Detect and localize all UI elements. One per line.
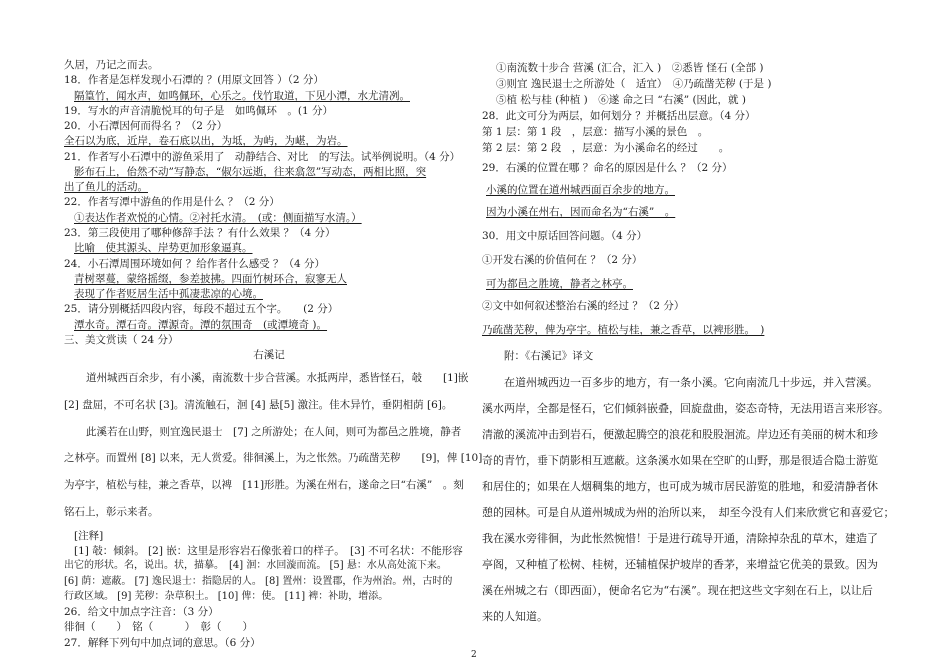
right-text-line: 我在溪水旁徘徊，为此怅然惋惜！于是进行疏导开通，清除掉杂乱的草木，建造了 bbox=[482, 532, 878, 545]
right-text-line: 第 1 层：第 1 段 ，层意：描写小溪的景色 。 bbox=[482, 126, 709, 138]
right-text-line: 附：《右溪记》译文 bbox=[504, 350, 594, 362]
left-text-line: 此溪若在山野，则宜逸民退士 [7] 之所游处；在人间，则可为都邑之胜境，静者 bbox=[86, 425, 462, 438]
left-text-line: 隔篁竹，闻水声，如鸣佩环，心乐之。伐竹取道，下见小潭，水尤清冽。 bbox=[74, 89, 410, 102]
left-text-line: 行政区域。 [9] 芜秽：杂草积土。 [10] 俾：使。 [11] 裨：补助，增添。 bbox=[64, 590, 389, 602]
left-text-line: 久居，乃记之而去。 bbox=[64, 58, 159, 71]
left-text-line: 25．请分别概括四段内容，每段不超过五个字。 (2 分） bbox=[64, 303, 339, 316]
left-text-line: [6] 荫：遮蔽。 [7] 逸民退士：指隐居的人。 [8] 置州：设置郡，作为州治。州，古时的 bbox=[64, 575, 453, 587]
left-text-line: [2] 盘屈，不可名状 [3]。清流触石，洄 [4] 悬[5] 激注。佳木异竹，垂阴相荫 [6]。 bbox=[64, 398, 453, 411]
left-text-line: 道州城西百余步，有小溪，南流数十步合营溪。水抵两岸，悉皆怪石，攲 [1]嵌 bbox=[86, 372, 469, 385]
right-text-line: 憩的园林。可是自从道州城成为州的治所以来， 却至今没有人们来欣赏它和喜爱它； bbox=[482, 506, 895, 519]
right-text-line: ①南流数十步合 营溪 (汇合，汇入 ) ②悉皆 怪石 (全部 ) bbox=[496, 62, 764, 74]
right-text-line: 奇的青竹，垂下荫影相互遮蔽。这条溪水如果在空旷的山野，那是很适合隐士游览 bbox=[482, 454, 878, 467]
left-text-line: 出了鱼儿的活动。 bbox=[64, 181, 148, 194]
right-text-line: 来的人知道。 bbox=[482, 610, 548, 623]
left-text-line: 26．给文中加点字注音：（3 分） bbox=[64, 606, 219, 619]
right-text-line: 第 2 层：第 2 段 ，层意：为小溪命名的经过 。 bbox=[482, 142, 730, 154]
page-number: 2 bbox=[471, 650, 477, 660]
right-text-line: 亭阁，又种植了松树、桂树，还辅植保护坡岸的香茅，来增益它优美的景致。因为 bbox=[482, 558, 878, 571]
left-text-line: [1] 攲：倾斜。 [2] 嵌：这里是形容岩石像张着口的样子。 [3] 不可名状：不能形容 bbox=[74, 545, 463, 558]
left-text-line: ①表达作者欢悦的心情。②衬托水清。 (或：侧面描写水清。） bbox=[74, 211, 362, 224]
right-text-line: ⑤植 松与桂 (种植 ) ⑥遂 命之曰 “右溪” (因此，就 ) bbox=[496, 94, 746, 106]
left-text-line: 三、美文赏读（ 24 分） bbox=[64, 333, 179, 346]
right-text-line: ②文中如何叙述整治右溪的经过 ？（2 分） bbox=[482, 300, 685, 312]
right-text-line: 小溪的位置在道州城西面百余步的地方。 bbox=[486, 184, 675, 196]
right-text-line: 29．右溪的位置在哪 ？命名的原因是什么 ？（2 分） bbox=[482, 162, 733, 174]
right-text-line: 乃疏凿芜秽，俾为亭宇。植松与桂，兼之香草，以裨形胜。 ) bbox=[482, 324, 765, 336]
left-text-line: 影布石上，佁然不动”写静态，“俶尔远逝，往来翕忽”写动态，两相比照，突 bbox=[74, 165, 427, 178]
right-text-line: 30．用文中原话回答问题。（4 分） bbox=[482, 230, 648, 242]
left-text-line: 铭石上，彰示来者。 bbox=[64, 505, 159, 518]
left-text-line: 表现了作者贬居生活中孤凄悲凉的心境。 bbox=[74, 288, 263, 301]
left-text-line: 23．第三段使用了哪种修辞手法 ？有什么效果 ？（4 分） bbox=[64, 227, 336, 240]
left-text-line: 为亭宇，植松与桂，兼之香草，以裨 [11]形胜。为溪在州右，遂命之曰“右溪” 。刻 bbox=[64, 479, 464, 492]
right-text-line: 溪在州城之右（即西面），便命名它为“右溪”。现在把这些文字刻在石上，以让后 bbox=[482, 584, 873, 597]
right-text-line: 28．此文可分为两层，如何划分 ？并概括出层意。（4 分） bbox=[482, 110, 756, 122]
right-text-line: 在道州城西边一百多步的地方，有一条小溪。它向南流几十步远，并入营溪。 bbox=[504, 376, 878, 389]
left-text-line: 比喻 使其源头、岸势更加形象逼真。 bbox=[74, 242, 253, 255]
right-text-line: 溪水两岸，全都是怪石，它们倾斜嵌叠，回旋盘曲，姿态奇特，无法用语言来形容。 bbox=[482, 402, 889, 415]
left-text-line: 22．作者写潭中游鱼的作用是什么 ？（2 分） bbox=[64, 196, 280, 209]
left-text-line: 徘徊（ ） 铭（ ） 彰（ ） bbox=[64, 621, 253, 634]
left-text-line: 21．作者写小石潭中的游鱼采用了 动静结合、对比 的写法。试举例说明。（4 分） bbox=[64, 150, 461, 163]
left-text-line: 青树翠蔓，蒙络摇缀，参差披拂。四面竹树环合，寂寥无人 bbox=[74, 272, 347, 285]
left-text-line: 24．小石潭周围环境如何 ？给作者什么感受 ？（4 分） bbox=[64, 257, 326, 270]
left-text-line: 之林亭。而置州 [8] 以来，无人赏爱。徘徊溪上，为之怅然。乃疏凿芜秽 [9]，俾 [10] bbox=[64, 452, 483, 465]
right-text-line: 和居住的；如果在人烟稠集的地方，也可成为城市居民游览的胜地，和爱清静者休 bbox=[482, 480, 878, 493]
right-text-line: ③则宜 逸民退士之所游处（ 适宜） ④乃疏凿芜秽 (于是 ) bbox=[496, 78, 772, 90]
left-text-line: 出它的形状。名，说出。状，描摹。 [4] 洄：水回漩而流。 [5] 悬：水从高处流下来。 bbox=[64, 560, 447, 572]
left-text-line: 20．小石潭因何而得名 ？（2 分） bbox=[64, 120, 228, 133]
right-text-line: 因为小溪在州右，因而命名为“右溪” 。 bbox=[486, 206, 676, 218]
right-text-line: ①开发右溪的价值何在 ？（2 分） bbox=[482, 254, 643, 266]
left-text-line: [注释] bbox=[74, 529, 104, 542]
left-text-line: 19．写水的声音清脆悦耳的句子是 如鸣佩环 。(1 分） bbox=[64, 104, 333, 117]
left-text-line: 潭水奇。潭石奇。潭源奇。潭的氛围奇 (或潭境奇 )。 bbox=[74, 318, 328, 331]
right-text-line: 可为都邑之胜境，静者之林亭。 bbox=[486, 278, 633, 290]
right-text-line: 清澈的溪流冲击到岩石，便激起腾空的浪花和股股洄流。岸边还有美丽的树木和珍 bbox=[482, 428, 878, 441]
left-text-line: 右溪记 bbox=[253, 349, 285, 362]
left-text-line: 18．作者是怎样发现小石潭的 ？(用原文回答 ）（2 分） bbox=[64, 74, 324, 87]
left-text-line: 全石以为底，近岸，卷石底以出，为坻，为屿，为嵁，为岩。 bbox=[64, 135, 348, 148]
left-text-line: 27．解释下列句中加点词的意思。（6 分） bbox=[64, 636, 261, 649]
